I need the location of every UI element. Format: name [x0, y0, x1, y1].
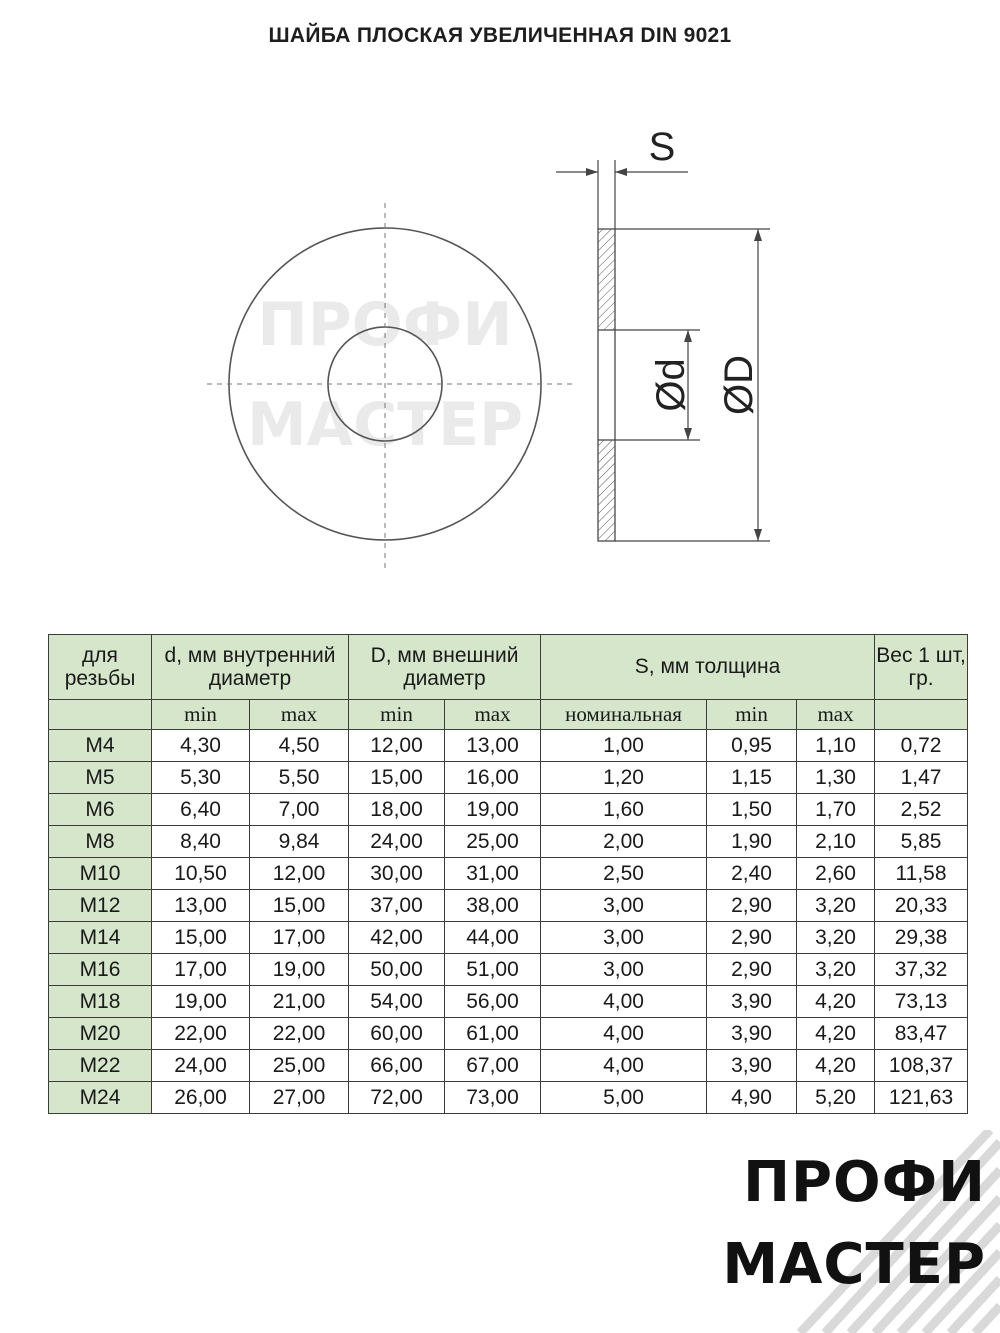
cell-s-min: 1,15: [707, 762, 797, 794]
cell-s-max: 3,20: [797, 890, 875, 922]
table-row: [49, 762, 968, 794]
subheader-D-min: min: [349, 700, 445, 730]
cell-D-min: 15,00: [349, 762, 445, 794]
header-thread: для резьбы: [49, 635, 152, 700]
cell-d-max: 27,00: [250, 1082, 349, 1114]
cell-s-min: 3,90: [707, 1018, 797, 1050]
cell-D-max: 31,00: [445, 858, 541, 890]
logo-line1: ПРОФИ: [743, 1150, 986, 1215]
table-row: [49, 826, 968, 858]
cell-weight: 2,52: [875, 794, 968, 826]
cell-D-max: 56,00: [445, 986, 541, 1018]
cell-s-nominal: 4,00: [541, 1050, 707, 1082]
table-row: [49, 954, 968, 986]
cell-d-min: 4,30: [152, 730, 250, 762]
subheader-weight-empty: [875, 700, 968, 730]
cell-s-min: 1,50: [707, 794, 797, 826]
cell-thread: M14: [49, 922, 152, 954]
cell-thread: M16: [49, 954, 152, 986]
cell-d-min: 26,00: [152, 1082, 250, 1114]
cell-D-min: 37,00: [349, 890, 445, 922]
label-d-inner: Ød: [649, 358, 693, 412]
cell-thread: M24: [49, 1082, 152, 1114]
cell-d-max: 4,50: [250, 730, 349, 762]
cell-D-min: 66,00: [349, 1050, 445, 1082]
washer-drawing: [0, 0, 1000, 620]
cell-s-max: 4,20: [797, 1018, 875, 1050]
subheader-d-min: min: [152, 700, 250, 730]
cell-s-min: 2,90: [707, 954, 797, 986]
cell-thread: M6: [49, 794, 152, 826]
cell-thread: M18: [49, 986, 152, 1018]
cell-D-min: 60,00: [349, 1018, 445, 1050]
washer-side-view: [598, 229, 615, 541]
cell-D-max: 38,00: [445, 890, 541, 922]
cell-s-nominal: 1,20: [541, 762, 707, 794]
cell-s-nominal: 3,00: [541, 922, 707, 954]
table-row: [49, 922, 968, 954]
cell-d-min: 6,40: [152, 794, 250, 826]
subheader-s-nominal: номинальная: [541, 700, 707, 730]
cell-s-nominal: 4,00: [541, 986, 707, 1018]
subheader-empty: [49, 700, 152, 730]
cell-s-max: 3,20: [797, 922, 875, 954]
cell-s-min: 4,90: [707, 1082, 797, 1114]
cell-s-nominal: 2,50: [541, 858, 707, 890]
cell-d-min: 15,00: [152, 922, 250, 954]
cell-d-min: 10,50: [152, 858, 250, 890]
cell-D-min: 50,00: [349, 954, 445, 986]
header-weight: Вес 1 шт, гр.: [875, 635, 968, 700]
cell-d-max: 22,00: [250, 1018, 349, 1050]
table-row: [49, 730, 968, 762]
cell-weight: 37,32: [875, 954, 968, 986]
cell-d-max: 17,00: [250, 922, 349, 954]
cell-d-min: 22,00: [152, 1018, 250, 1050]
cell-s-nominal: 3,00: [541, 954, 707, 986]
cell-D-min: 30,00: [349, 858, 445, 890]
header-inner-diameter: d, мм внутренний диаметр: [152, 635, 349, 700]
watermark-line1: ПРОФИ: [257, 290, 513, 360]
cell-d-min: 17,00: [152, 954, 250, 986]
cell-s-max: 1,10: [797, 730, 875, 762]
cell-s-nominal: 5,00: [541, 1082, 707, 1114]
cell-d-max: 15,00: [250, 890, 349, 922]
cell-s-max: 2,60: [797, 858, 875, 890]
cell-s-max: 4,20: [797, 986, 875, 1018]
table-row: [49, 794, 968, 826]
cell-s-min: 3,90: [707, 986, 797, 1018]
cell-D-max: 19,00: [445, 794, 541, 826]
table-row: [49, 986, 968, 1018]
label-s: S: [648, 125, 676, 169]
header-thickness: S, мм толщина: [541, 635, 875, 700]
cell-d-min: 8,40: [152, 826, 250, 858]
cell-s-nominal: 4,00: [541, 1018, 707, 1050]
cell-thread: M5: [49, 762, 152, 794]
cell-s-max: 5,20: [797, 1082, 875, 1114]
cell-D-max: 25,00: [445, 826, 541, 858]
cell-D-max: 13,00: [445, 730, 541, 762]
cell-s-nominal: 3,00: [541, 890, 707, 922]
cell-D-min: 42,00: [349, 922, 445, 954]
cell-d-min: 19,00: [152, 986, 250, 1018]
watermark-line2: МАСТЕР: [246, 390, 524, 460]
subheader-D-max: max: [445, 700, 541, 730]
table-row: [49, 890, 968, 922]
cell-s-max: 3,20: [797, 954, 875, 986]
cell-D-max: 73,00: [445, 1082, 541, 1114]
cell-thread: M12: [49, 890, 152, 922]
table-row: [49, 858, 968, 890]
cell-d-min: 24,00: [152, 1050, 250, 1082]
table-row: [49, 1018, 968, 1050]
cell-weight: 11,58: [875, 858, 968, 890]
cell-d-max: 5,50: [250, 762, 349, 794]
cell-weight: 5,85: [875, 826, 968, 858]
cell-D-max: 61,00: [445, 1018, 541, 1050]
cell-s-max: 2,10: [797, 826, 875, 858]
cell-d-min: 5,30: [152, 762, 250, 794]
cell-D-min: 12,00: [349, 730, 445, 762]
cell-thread: M22: [49, 1050, 152, 1082]
cell-d-max: 7,00: [250, 794, 349, 826]
cell-s-nominal: 2,00: [541, 826, 707, 858]
cell-s-max: 1,70: [797, 794, 875, 826]
cell-d-max: 12,00: [250, 858, 349, 890]
cell-weight: 1,47: [875, 762, 968, 794]
cell-weight: 29,38: [875, 922, 968, 954]
cell-s-min: 2,90: [707, 922, 797, 954]
page-title: ШАЙБА ПЛОСКАЯ УВЕЛИЧЕННАЯ DIN 9021: [268, 24, 732, 47]
cell-weight: 20,33: [875, 890, 968, 922]
cell-s-max: 4,20: [797, 1050, 875, 1082]
brand-logo: [700, 1130, 1000, 1333]
table-header-row: [49, 635, 968, 700]
cell-d-max: 19,00: [250, 954, 349, 986]
cell-thread: M8: [49, 826, 152, 858]
cell-D-max: 51,00: [445, 954, 541, 986]
cell-d-min: 13,00: [152, 890, 250, 922]
cell-weight: 108,37: [875, 1050, 968, 1082]
table-subheader-row: [49, 700, 968, 730]
cell-s-min: 2,90: [707, 890, 797, 922]
cell-D-min: 24,00: [349, 826, 445, 858]
cell-weight: 121,63: [875, 1082, 968, 1114]
cell-d-max: 9,84: [250, 826, 349, 858]
cell-s-min: 1,90: [707, 826, 797, 858]
label-d-outer: ØD: [717, 355, 761, 415]
cell-weight: 73,13: [875, 986, 968, 1018]
cell-d-max: 21,00: [250, 986, 349, 1018]
cell-weight: 0,72: [875, 730, 968, 762]
cell-s-min: 2,40: [707, 858, 797, 890]
cell-D-min: 72,00: [349, 1082, 445, 1114]
subheader-s-max: max: [797, 700, 875, 730]
cell-d-max: 25,00: [250, 1050, 349, 1082]
cell-s-min: 0,95: [707, 730, 797, 762]
dimension-s: [556, 160, 688, 229]
cell-s-min: 3,90: [707, 1050, 797, 1082]
cell-thread: M20: [49, 1018, 152, 1050]
cell-s-nominal: 1,00: [541, 730, 707, 762]
cell-weight: 83,47: [875, 1018, 968, 1050]
subheader-d-max: max: [250, 700, 349, 730]
table-row: [49, 1050, 968, 1082]
table-row: [49, 1082, 968, 1114]
cell-D-max: 16,00: [445, 762, 541, 794]
subheader-s-min: min: [707, 700, 797, 730]
cell-D-min: 18,00: [349, 794, 445, 826]
spec-table: [48, 634, 968, 1114]
cell-s-max: 1,30: [797, 762, 875, 794]
center-lines: [207, 203, 572, 572]
cell-D-min: 54,00: [349, 986, 445, 1018]
cell-D-max: 44,00: [445, 922, 541, 954]
cell-thread: M4: [49, 730, 152, 762]
header-outer-diameter: D, мм внешний диаметр: [349, 635, 541, 700]
logo-line2: МАСТЕР: [722, 1232, 986, 1297]
cell-s-nominal: 1,60: [541, 794, 707, 826]
cell-D-max: 67,00: [445, 1050, 541, 1082]
cell-thread: M10: [49, 858, 152, 890]
